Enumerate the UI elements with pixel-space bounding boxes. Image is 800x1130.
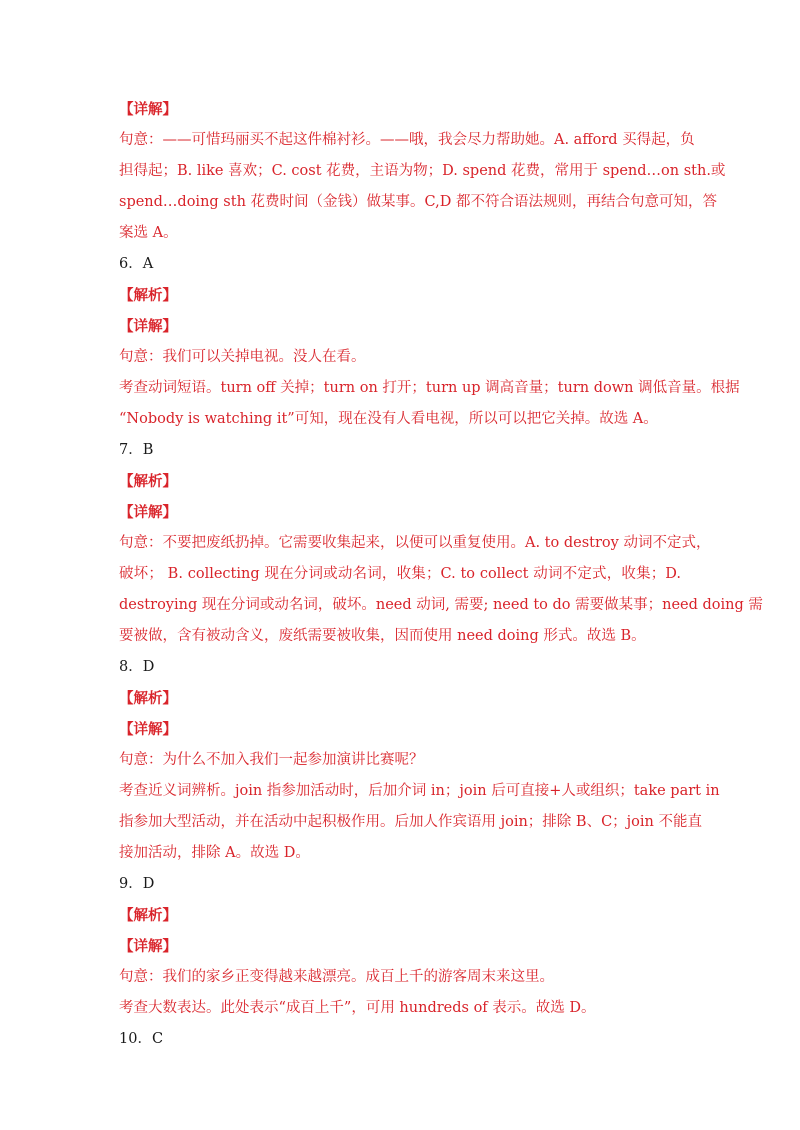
question-number: 10．C bbox=[119, 1031, 164, 1047]
text-line: 考查近义词辨析。join 指参加活动时，后加介词 in；join 后可直接+人或组织；take part in bbox=[119, 783, 720, 799]
text-line: 要被做，含有被动含义，废纸需要被收集，因而使用 need doing 形式。故选 B。 bbox=[119, 628, 646, 644]
answer-explanations bbox=[119, 94, 763, 1055]
question-number: 8．D bbox=[119, 659, 155, 675]
text-line: 句意：不要把废纸扔掉。它需要收集起来，以便可以重复使用。A. to destroy 动词不定式， bbox=[119, 535, 711, 551]
section-tag: 【解析】 bbox=[119, 690, 177, 707]
text-line: “Nobody is watching it”可知，现在没有人看电视，所以可以把它关掉。故选 A。 bbox=[119, 411, 658, 427]
section-tag: 【详解】 bbox=[119, 101, 177, 118]
section-tag: 【详解】 bbox=[119, 504, 177, 521]
text-line: 指参加大型活动，并在活动中起积极作用。后加人作宾语用 join；排除 B、C；join 不能直 bbox=[119, 814, 702, 830]
question-number: 6．A bbox=[119, 256, 154, 272]
text-line: 句意：我们的家乡正变得越来越漂亮。成百上千的游客周末来这里。 bbox=[119, 969, 554, 985]
text-line: 句意：为什么不加入我们一起参加演讲比赛呢？ bbox=[119, 752, 424, 768]
section-tag: 【详解】 bbox=[119, 318, 177, 335]
text-line: 考查动词短语。turn off 关掉；turn on 打开；turn up 调高音量；turn down 调低音量。根据 bbox=[119, 380, 740, 396]
text-line: destroying 现在分词或动名词，破坏。need 动词, 需要; need to do 需要做某事；need doing 需 bbox=[119, 597, 763, 613]
text-line: 接加活动，排除 A。故选 D。 bbox=[119, 845, 310, 861]
section-tag: 【解析】 bbox=[119, 287, 177, 304]
text-line: 句意：——可惜玛丽买不起这件棉衬衫。——哦，我会尽力帮助她。A. afford 买得起，负 bbox=[119, 132, 695, 148]
text-line: spend…doing sth 花费时间（金钱）做某事。C,D 都不符合语法规则，再结合句意可知，答 bbox=[119, 194, 717, 210]
text-line: 考查大数表达。此处表示“成百上千”，可用 hundreds of 表示。故选 D。 bbox=[119, 1000, 596, 1016]
section-tag: 【解析】 bbox=[119, 473, 177, 490]
text-line: 担得起；B. like 喜欢；C. cost 花费，主语为物；D. spend 花费，常用于 spend…on sth.或 bbox=[119, 163, 726, 179]
question-number: 9．D bbox=[119, 876, 155, 892]
section-tag: 【详解】 bbox=[119, 721, 177, 738]
text-line: 案选 A。 bbox=[119, 225, 178, 241]
question-number: 7．B bbox=[119, 442, 154, 458]
text-line: 破坏； B. collecting 现在分词或动名词，收集；C. to collect 动词不定式，收集；D. bbox=[119, 566, 681, 582]
text-line: 句意：我们可以关掉电视。没人在看。 bbox=[119, 349, 366, 365]
section-tag: 【解析】 bbox=[119, 907, 177, 924]
section-tag: 【详解】 bbox=[119, 938, 177, 955]
